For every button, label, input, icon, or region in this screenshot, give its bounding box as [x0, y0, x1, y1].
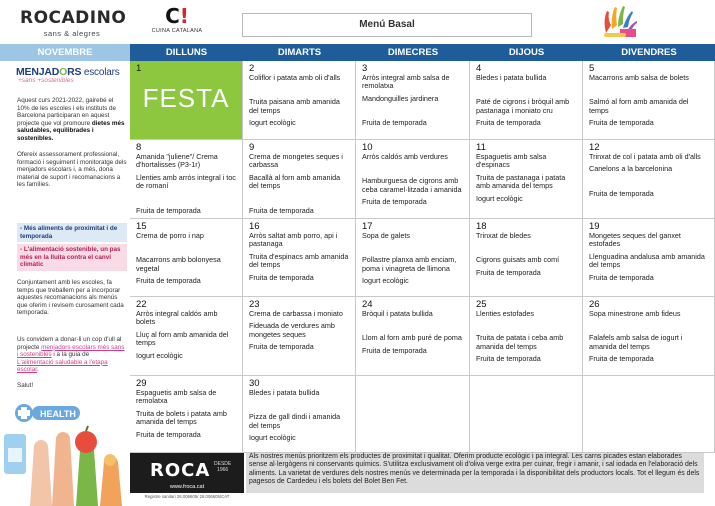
menu-dishes: [476, 153, 578, 219]
holiday-label: FESTA: [142, 83, 230, 113]
day-cell-26: [583, 297, 715, 376]
menu-dishes: [136, 153, 238, 219]
callout-proximity: - Més aliments de proximitat i de temporada: [17, 223, 127, 242]
day-cell-5: [583, 61, 715, 140]
dish-line: [249, 86, 351, 94]
menu-dishes: [589, 232, 710, 298]
dish-line: Sopa minestrone amb fideus: [589, 309, 681, 318]
dish-line: Bledes i patata bullida: [476, 73, 547, 82]
dish-line: [249, 195, 351, 203]
dish-line: [136, 364, 238, 372]
day-number: 11: [476, 142, 486, 153]
dish-line: Salmó al forn amb amanida del temps: [589, 97, 689, 115]
day-cell-17: [356, 219, 470, 297]
dish-line: Fruita de temporada: [136, 429, 201, 439]
dish-line: Iogurt ecològic: [249, 118, 296, 128]
dish-line: Amanida "juliene"/ Crema d'hortalisses (P3-1r): [136, 152, 218, 170]
dish-line: Mongetes seques del ganxet estofades: [589, 231, 681, 249]
dish-line: Fruita de temporada: [476, 354, 541, 364]
menu-dishes: [362, 153, 465, 211]
menjadors-title-c: escolars: [81, 67, 120, 78]
dish-line: [476, 207, 578, 215]
cuina-catalana-logo: [142, 6, 212, 34]
footer-notice: Als nostres menús prioritzem els productes de proximitat i qualitat. Oferim producte ecològic i pa integral. Les carns picades estan elaborades sense al·lergògens ni conservants químics. S'utilitza exclusivament oli d'oliva verge extra per cuinar, fregir i amanir, i sal iodada en l'elaboració dels aliments. La varietat de verdures dels nostres menús ve determinada per la temporada i la disponibilitat dels productors locals. Tot el llegum és dels pagesos de Cardedeu i els bolets del Bolet Ben Fet.: [246, 453, 704, 493]
menu-dishes: [362, 232, 465, 290]
dish-line: [476, 86, 578, 94]
day-cell-2: [243, 61, 356, 140]
dish-line: Crema de porro i nap: [136, 231, 204, 240]
dish-line: [136, 195, 238, 203]
dish-line: Fruita de temporada: [362, 345, 427, 355]
dish-line: Fruita de temporada: [136, 205, 201, 215]
day-number: 5: [589, 63, 595, 74]
dish-line: Llom al forn amb puré de poma: [362, 333, 462, 343]
day-number: 19: [589, 221, 600, 232]
link-alimentacio-guide[interactable]: L'alimentació saludable a l'etapa escolar: [17, 358, 108, 374]
day-cell-23: [243, 297, 356, 376]
menu-dishes: [476, 310, 578, 368]
dish-line: [476, 322, 578, 330]
empty-day-cell: [470, 376, 583, 453]
dish-line: Iogurt ecològic: [362, 276, 409, 286]
day-cell-12: [583, 140, 715, 219]
dish-line: Fruita de temporada: [589, 354, 654, 364]
day-cell-15: [130, 219, 243, 297]
menjadors-title-o: O: [59, 66, 68, 78]
dish-line: [362, 244, 465, 252]
dish-line: Pizza de gall dindi i amanida del temps: [249, 412, 341, 430]
dish-line: Iogurt ecològic: [476, 193, 523, 203]
month-label: NOVEMBRE: [0, 44, 130, 61]
dish-line: [136, 443, 238, 451]
sidebar-paragraph-1-bold: dietes més saludables, equilibrades i sostenibles.: [17, 119, 125, 142]
dish-line: Fruita de temporada: [476, 267, 541, 277]
day-header-monday: DILLUNS: [165, 47, 208, 58]
day-number: 22: [136, 299, 147, 310]
dish-line: Fruita de temporada: [249, 342, 314, 352]
brand-tagline: sans & alegres: [43, 29, 101, 38]
sidebar-paragraph-3: Conjuntament amb les escoles, fa temps que treballem per a incorporar aquestes recomanacions als menús que oferim i revisem curosament cada temporada.: [17, 279, 124, 317]
day-number: 26: [589, 299, 600, 310]
menu-dishes: [589, 74, 710, 132]
dish-line: [589, 286, 710, 294]
link-menjadors-project[interactable]: menjadors escolars més sans i sostenibles: [17, 343, 125, 359]
dish-line: Fruita de temporada: [476, 118, 541, 128]
dish-line: Truita de pastanaga i patata amb amanida del temps: [476, 172, 566, 191]
day-header-wednesday: DIMECRES: [387, 47, 439, 58]
dish-line: Espaguetis amb salsa d'espinacs: [476, 152, 547, 170]
day-number: 3: [362, 63, 368, 74]
dish-line: Fruita de temporada: [589, 118, 654, 128]
health-illustration-icon: [0, 398, 130, 506]
day-number: 15: [136, 221, 147, 232]
day-header-friday: DIVENDRES: [621, 47, 677, 58]
dish-line: Arròs saltat amb porro, api i pastanaga: [249, 231, 338, 249]
health-label: HEALTH: [40, 409, 76, 419]
menu-dishes: [476, 232, 578, 281]
header: [0, 0, 715, 44]
menjadors-subtitle: +sans +sostenibles: [18, 77, 74, 84]
menu-dishes: [249, 389, 351, 447]
day-header-bar: [0, 44, 715, 61]
dish-line: Macarrons amb bolonyesa vegetal: [136, 255, 221, 273]
dish-line: Espaguetis amb salsa de remolatxa: [136, 388, 217, 406]
dish-line: Pollastre planxa amb enciam, poma i vinagreta de llimona: [362, 255, 457, 273]
menjadors-title-b: RS: [67, 66, 82, 78]
dish-line: [589, 178, 710, 186]
dish-line: Llenguadina andalusa amb amanida del temps: [589, 251, 705, 270]
menu-title: Menú Basal: [242, 13, 532, 37]
dish-line: Fruita de temporada: [249, 205, 314, 215]
day-cell-24: [356, 297, 470, 376]
dish-line: Trinxat de bledes: [476, 231, 531, 240]
dish-line: Fideuada de verdures amb mongetes seques: [249, 321, 335, 339]
empty-day-cell: [356, 376, 470, 453]
dish-line: Crema de mongetes seques i carbassa: [249, 152, 343, 170]
day-number: 30: [249, 378, 260, 389]
day-cell-30: [243, 376, 356, 453]
dish-line: Arròs integral amb salsa de remolatxa: [362, 73, 450, 91]
dish-line: [476, 244, 578, 252]
brand-name: ROCADINO: [20, 8, 127, 28]
day-cell-3: [356, 61, 470, 140]
dish-line: [249, 356, 351, 364]
hands-logo-icon: [600, 3, 640, 41]
menu-dishes: [249, 153, 351, 219]
dish-line: Trinxat de col i patata amb oli d'alls: [589, 152, 701, 161]
sanitary-registry: Registre sanitari 26.006605/ 26.006605/CAT: [144, 494, 230, 499]
dish-line: Fruita de temporada: [136, 276, 201, 286]
day-number: 9: [249, 142, 255, 153]
dish-line: Truita de bolets i patata amb amanida del temps: [136, 408, 227, 427]
menu-calendar: [130, 61, 715, 453]
day-cell-22: [130, 297, 243, 376]
sidebar-paragraph-4: Us convidem a donar-li un cop d'ull al projecte menjadors escolars més sans i sostenibles i a la guia de L'alimentació saludable a l'etapa escolar.: [17, 336, 125, 374]
dish-line: Llenties amb arròs integral i toc de romaní: [136, 172, 236, 191]
day-header-thursday: DIJOUS: [508, 47, 545, 58]
menu-dishes: [362, 74, 465, 132]
dish-line: Bacallà al forn amb amanida del temps: [249, 172, 341, 191]
dish-line: Fruita de temporada: [362, 197, 427, 207]
menu-dishes: [589, 310, 710, 368]
menu-dishes: [136, 310, 238, 376]
day-number: 4: [476, 63, 482, 74]
dish-line: Coliflor i patata amb oli d'alls: [249, 73, 341, 82]
cuina-mark: C!: [165, 4, 189, 28]
day-header-tuesday: DIMARTS: [277, 47, 322, 58]
dish-line: Truita d'espinacs amb amanida del temps: [249, 251, 349, 270]
dish-line: Truita de patata i ceba amb amanida del temps: [476, 333, 564, 351]
day-cell-1: [130, 61, 243, 140]
dish-line: Paté de cigrons i bròquil amb pastanaga i moniato cru: [476, 97, 570, 115]
day-cell-11: [470, 140, 583, 219]
dish-line: Iogurt ecològic: [249, 433, 296, 443]
day-cell-16: [243, 219, 356, 297]
dish-line: Mandonguilles jardinera: [362, 93, 439, 103]
day-number: 17: [362, 221, 373, 232]
callout-sustainability: - L'alimentació sostenible, un pas més en la lluita contra el canvi climàtic: [17, 244, 127, 271]
dish-line: Falafels amb salsa de iogurt i amanida del temps: [589, 333, 683, 351]
sidebar-paragraph-1: Aquest curs 2021-2022, gairebé el 10% de les escoles i els instituts de Barcelona participaran en aquest projecte que vol promoure dietes més saludables, equilibrades i sostenibles.: [17, 97, 125, 142]
day-number: 8: [136, 142, 142, 153]
roca-since: DESDE 1966: [214, 461, 232, 473]
sidebar-salut: Salut!: [17, 382, 34, 389]
menu-dishes: [249, 232, 351, 298]
day-number: 25: [476, 299, 487, 310]
menjadors-title-a: MENJAD: [16, 66, 60, 78]
menjadors-logo: [16, 66, 128, 84]
menu-dishes: [136, 232, 238, 290]
dish-line: Arròs caldós amb verdures: [362, 152, 448, 161]
menu-dishes: [136, 389, 238, 455]
dish-line: Fruita de temporada: [362, 118, 427, 128]
day-number: 23: [249, 299, 260, 310]
sidebar-paragraph-2: Ofereix assessorament professional, formació i seguiment i monitoratge dels menjadors escolars i, a més, dona material de suport i recomanacions a les famílies.: [17, 151, 127, 189]
dish-line: Llenties estofades: [476, 309, 534, 318]
dish-line: Sopa de galets: [362, 231, 410, 240]
info-sidebar: [0, 61, 130, 506]
day-cell-9: [243, 140, 356, 219]
day-number: 2: [249, 63, 255, 74]
dish-line: [249, 401, 351, 409]
dish-line: Fruita de temporada: [589, 272, 654, 282]
dish-line: Arròs integral caldós amb bolets: [136, 309, 218, 327]
menu-dishes: [589, 153, 710, 202]
day-number: 16: [249, 221, 260, 232]
rocadino-logo: [20, 8, 127, 38]
day-cell-29: [130, 376, 243, 453]
menu-dishes: [476, 74, 578, 132]
day-cell-18: [470, 219, 583, 297]
dish-line: Cigrons guisats amb comí: [476, 255, 560, 265]
day-number: 12: [589, 142, 600, 153]
day-cell-19: [583, 219, 715, 297]
dish-line: Bledes i patata bullida: [249, 388, 320, 397]
dish-line: [589, 322, 710, 330]
day-cell-25: [470, 297, 583, 376]
dish-line: Truita paisana amb amanida del temps: [249, 97, 340, 115]
dish-line: Lluç al forn amb amanida del temps: [136, 329, 229, 348]
day-cell-10: [356, 140, 470, 219]
dish-line: [249, 286, 351, 294]
dish-line: [589, 86, 710, 94]
dish-line: [136, 244, 238, 252]
menu-dishes: [362, 310, 465, 359]
empty-day-cell: [583, 376, 715, 453]
menu-dishes: [249, 74, 351, 132]
dish-line: Crema de carbassa i moniato: [249, 309, 343, 318]
dish-line: Canelons a la barcelonina: [589, 164, 673, 174]
roca-logo: [130, 453, 244, 493]
cuina-label: CUINA CATALANA: [151, 28, 203, 34]
day-cell-4: [470, 61, 583, 140]
day-number: 29: [136, 378, 147, 389]
dish-line: Hamburguesa de cigrons amb ceba caramel·litzada i amanida: [362, 176, 462, 194]
dish-line: Bròquil i patata bullida: [362, 309, 433, 318]
day-number: 18: [476, 221, 487, 232]
menu-dishes: [249, 310, 351, 368]
roca-url[interactable]: www.froca.cat: [169, 484, 205, 490]
day-number: 24: [362, 299, 373, 310]
dish-line: Fruita de temporada: [589, 188, 654, 198]
day-cell-8: [130, 140, 243, 219]
dish-line: [362, 165, 465, 173]
day-number: 1: [136, 63, 142, 74]
day-number: 10: [362, 142, 373, 153]
dish-line: Iogurt ecològic: [136, 350, 183, 360]
roca-wordmark: ROCA: [150, 460, 211, 481]
dish-line: Macarrons amb salsa de bolets: [589, 73, 689, 82]
dish-line: [362, 107, 465, 115]
dish-line: [362, 322, 465, 330]
dish-line: Fruita de temporada: [249, 272, 314, 282]
